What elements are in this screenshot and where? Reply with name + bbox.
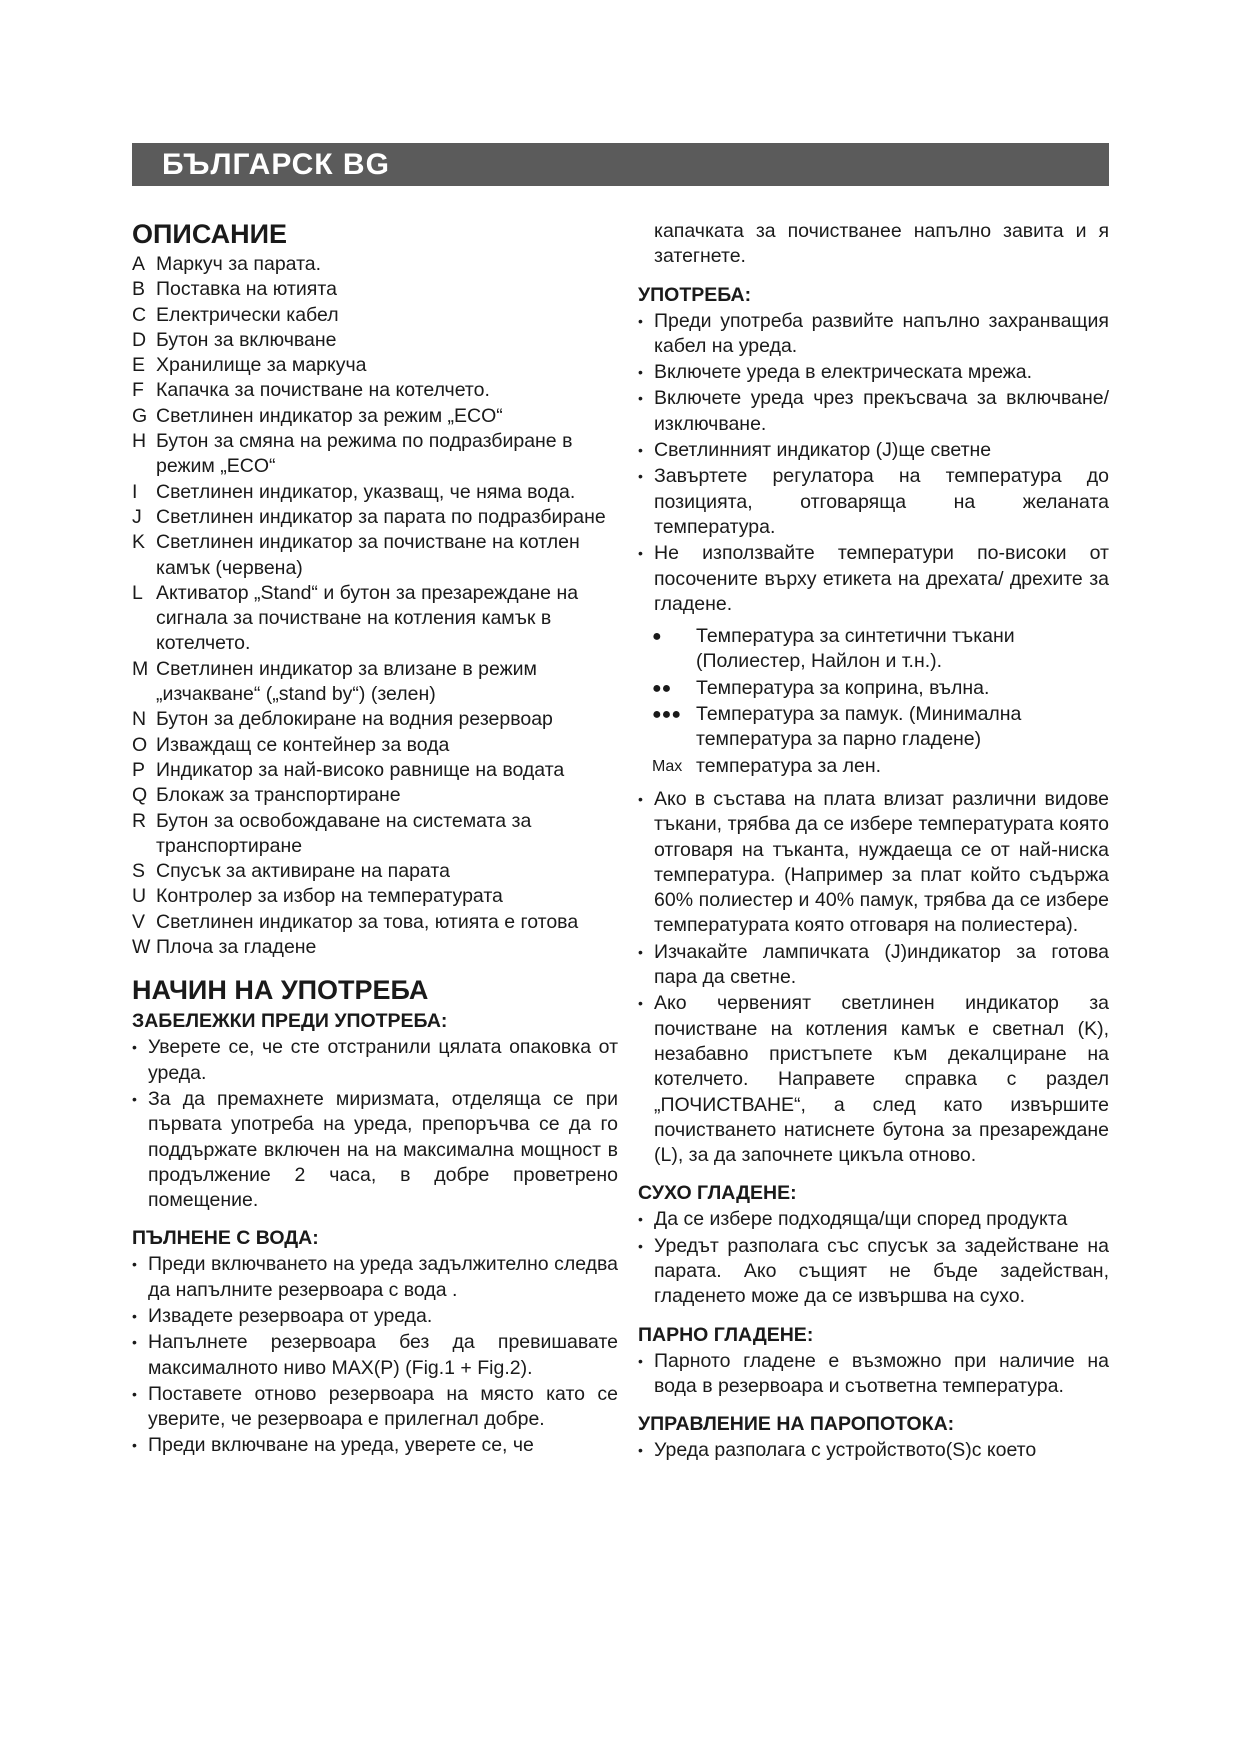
- item-letter: I: [132, 480, 138, 503]
- item-text: Включете уреда в електрическата мрежа.: [654, 361, 1033, 384]
- item-letter: M: [132, 657, 149, 680]
- list-item: [132, 884, 618, 909]
- list-item: [638, 991, 1109, 1168]
- temperature-row: [638, 624, 1109, 675]
- bullet-icon: •: [132, 1039, 137, 1056]
- bullet-icon: •: [638, 1442, 643, 1459]
- item-letter: G: [132, 404, 148, 427]
- item-letter: P: [132, 758, 146, 781]
- list-item: [638, 1207, 1109, 1232]
- item-text: Светлинен индикатор за парата по подразбиране: [156, 505, 606, 528]
- item-text: Изчакайте лампичката (J)индикатор за готова пара да светне.: [654, 940, 1109, 989]
- item-text: Поставка на ютията: [156, 278, 337, 301]
- flow-list: [638, 1438, 1109, 1463]
- item-text: Да се избере подходяща/щи според продукта: [654, 1208, 1068, 1231]
- list-item: [132, 707, 618, 732]
- item-text: Светлинен индикатор, указващ, че няма вода.: [156, 480, 576, 503]
- item-text: Блокаж за транспортиране: [156, 784, 401, 807]
- item-text: Уверете се, че сте отстранили цялата опаковка от уреда.: [148, 1036, 618, 1084]
- item-letter: A: [132, 253, 146, 275]
- filling-heading: ПЪЛНЕНЕ С ВОДА:: [132, 1227, 319, 1250]
- notes-list: [132, 1035, 618, 1213]
- list-item: [638, 1234, 1109, 1310]
- temperature-dot-icon: ●●●: [652, 706, 681, 724]
- list-item: [132, 429, 618, 480]
- list-item: [132, 758, 618, 783]
- item-text: Плоча за гладене: [156, 936, 317, 959]
- item-text: Уреда разполага с устройството(S)с което: [654, 1439, 1037, 1462]
- bullet-icon: •: [638, 312, 643, 329]
- list-item: [132, 1035, 618, 1086]
- use-list-continued: [638, 787, 1109, 1168]
- bullet-icon: •: [132, 1385, 137, 1402]
- bullet-icon: •: [638, 943, 643, 960]
- description-heading: ОПИСАНИЕ: [132, 219, 288, 249]
- item-text: Не използвайте температури по-високи от посочените върху етикета на дрехата/ дрехите за гладене.: [654, 542, 1109, 615]
- usage-heading: НАЧИН НА УПОТРЕБА: [132, 975, 429, 1006]
- item-text: Ако червеният светлинен индикатор за почистване на котления камък е светнал (K), незабавно пристъпете към декалциране на котелчето. Направете справка с раздел „ПОЧИСТВАНЕ“, а след като извършите почистването натиснете бутона за презареждане (L), за да започнете цикъла отново.: [654, 992, 1109, 1167]
- bullet-icon: •: [638, 545, 643, 562]
- temperature-text: Температура за коприна, вълна.: [696, 676, 990, 699]
- bullet-icon: •: [638, 364, 643, 381]
- list-item: [132, 859, 618, 884]
- item-letter: J: [132, 505, 142, 528]
- item-text: Бутон за деблокиране на водния резервоар: [156, 708, 553, 731]
- list-item: [132, 1433, 618, 1458]
- bullet-icon: •: [132, 1256, 137, 1273]
- list-item: [132, 581, 618, 657]
- list-item: [638, 464, 1109, 540]
- item-letter: O: [132, 733, 148, 756]
- dry-heading: СУХО ГЛАДЕНЕ:: [638, 1182, 797, 1205]
- item-letter: W: [132, 936, 151, 959]
- use-heading: УПОТРЕБА:: [638, 283, 752, 306]
- item-text: Изваждащ се контейнер за вода: [156, 733, 450, 756]
- bullet-icon: •: [132, 1437, 137, 1454]
- item-text: Спусък за активиране на парата: [156, 860, 450, 883]
- bullet-icon: •: [638, 790, 643, 807]
- list-item: [132, 505, 618, 530]
- item-text: Хранилище за маркуча: [156, 354, 367, 377]
- item-letter: H: [132, 430, 147, 453]
- item-text: Бутон за включване: [156, 328, 337, 351]
- bullet-icon: •: [132, 1090, 137, 1107]
- item-letter: F: [132, 379, 144, 402]
- bullet-icon: •: [638, 1211, 643, 1228]
- item-letter: S: [132, 860, 146, 883]
- list-item: [132, 733, 618, 758]
- temperature-text: Температура за синтетични тъкани (Полиестер, Найлон и т.н.).: [696, 625, 1015, 673]
- item-text: Светлинен индикатор за това, ютията е готова: [156, 910, 579, 933]
- list-item: [132, 1252, 618, 1303]
- item-text: капачката за почистванее напълно завита и я затегнете.: [654, 220, 1109, 268]
- list-item: [132, 1304, 618, 1329]
- list-item: [132, 783, 618, 808]
- bullet-icon: •: [132, 1334, 137, 1351]
- item-text: Преди включването на уреда задължително следва да напълните резервоара с вода .: [148, 1253, 618, 1301]
- item-text: Активатор „Stand“ и бутон за презареждане на сигнала за почистване на котления камък в котелчето.: [156, 581, 579, 655]
- bullet-icon: •: [638, 442, 643, 459]
- bullet-icon: •: [638, 468, 643, 485]
- item-text: Индикатор за най-високо равнище на водата: [156, 758, 565, 781]
- item-letter: L: [132, 581, 143, 604]
- item-text: Бутон за смяна на режима по подразбиране в режим „ECO“: [156, 430, 573, 478]
- list-item: [132, 530, 618, 581]
- item-letter: Q: [132, 784, 148, 807]
- item-letter: C: [132, 303, 147, 326]
- item-text: Уредът разполага със спусък за задействане на парата. Ако същият не бъде задействан, гладенето може да се извършва на сухо.: [654, 1234, 1109, 1308]
- item-text: Парното гладене е възможно при наличие на вода в резервоара и съответна температура.: [654, 1349, 1109, 1397]
- temperature-row: [638, 702, 1109, 753]
- temperature-text: температура за лен.: [696, 754, 882, 777]
- filling-list: [132, 1252, 618, 1458]
- list-item: [638, 787, 1109, 939]
- item-text: Капачка за почистване на котелчето.: [156, 379, 490, 402]
- item-text: Завъртете регулатора на температура до позицията, отговаряща на желаната температура.: [654, 465, 1109, 538]
- language-header: БЪЛГАРСК BG: [132, 143, 1109, 186]
- list-item: [132, 935, 618, 960]
- item-text: Маркуч за парата.: [156, 253, 322, 275]
- item-letter: U: [132, 885, 147, 908]
- item-text: Електрически кабел: [156, 303, 339, 326]
- temperature-text: Температура за памук. (Минимална температура за парно гладене): [696, 703, 1022, 751]
- item-letter: E: [132, 354, 146, 377]
- item-letter: R: [132, 809, 147, 832]
- list-item: [132, 328, 618, 353]
- notes-heading: ЗАБЕЛЕЖКИ ПРЕДИ УПОТРЕБА:: [132, 1010, 448, 1033]
- bullet-icon: •: [638, 1237, 643, 1254]
- list-item: [638, 309, 1109, 360]
- list-item: [638, 1349, 1109, 1400]
- list-item: [132, 657, 618, 708]
- list-item: [638, 438, 1109, 463]
- item-text: Преди употреба развийте напълно захранващия кабел на уреда.: [654, 309, 1109, 357]
- item-text: Светлинният индикатор (J)ще светне: [654, 439, 992, 462]
- left-column: [132, 218, 618, 1460]
- list-item: [132, 277, 618, 302]
- continued-paragraph: [638, 219, 1109, 270]
- item-text: Светлинен индикатор за режим „ECO“: [156, 404, 503, 427]
- item-text: Извадете резервоара от уреда.: [148, 1304, 433, 1327]
- list-item: [132, 252, 618, 277]
- item-letter: K: [132, 531, 146, 554]
- item-text: Включете уреда чрез прекъсвача за включване/изключване.: [654, 387, 1109, 435]
- use-list: [638, 309, 1109, 618]
- item-letter: D: [132, 328, 147, 351]
- item-text: Светлинен индикатор за почистване на котлен камък (червена): [156, 531, 580, 579]
- list-item: [638, 940, 1109, 991]
- item-text: Ако в състава на плата влизат различни видове тъкани, трябва да се избере температурата която отговаря на тъканта, нуждаеща се от най-ниска температура. (Например за плат който съдържа 60% полиестер и 40% памук, трябва да се избере температурата която отговаря на полиестера).: [654, 787, 1109, 937]
- temperature-row: [638, 676, 1109, 701]
- item-text: Преди включване на уреда, уверете се, че: [148, 1434, 534, 1457]
- list-item: [132, 1382, 618, 1433]
- bullet-icon: •: [638, 390, 643, 407]
- item-text: Поставете отново резервоара на място като се уверите, че резервоара е прилегнал добре.: [148, 1382, 618, 1431]
- item-letter: V: [132, 910, 146, 933]
- list-item: [132, 404, 618, 429]
- bullet-icon: •: [132, 1307, 137, 1324]
- item-text: Контролер за избор на температурата: [156, 885, 503, 908]
- temperature-dot-icon: ●●: [652, 679, 672, 697]
- item-text: Светлинен индикатор за влизане в режим „изчакване“ („stand by“) (зелен): [156, 657, 537, 706]
- list-item: [638, 1438, 1109, 1463]
- item-text: Бутон за освобождаване на системата за транспортиране: [156, 809, 532, 857]
- temperature-max-label: Max: [652, 757, 683, 775]
- list-item: [132, 480, 618, 505]
- list-item: [638, 541, 1109, 617]
- list-item: [132, 303, 618, 328]
- item-letter: N: [132, 708, 147, 731]
- list-item: [132, 809, 618, 860]
- temperature-table: [638, 624, 1109, 779]
- temperature-row: [638, 754, 1109, 779]
- flow-heading: УПРАВЛЕНИЕ НА ПАРОПОТОКА:: [638, 1413, 955, 1436]
- bullet-icon: •: [638, 1352, 643, 1369]
- item-text: Напълнете резервоара без да превишавате максималното ниво MAX(P) (Fig.1 + Fig.2).: [148, 1331, 618, 1379]
- steam-list: [638, 1349, 1109, 1400]
- list-item: [132, 378, 618, 403]
- list-item: [638, 360, 1109, 385]
- list-item: [132, 1330, 618, 1381]
- temperature-dot-icon: ●: [652, 628, 662, 646]
- item-text: За да премахнете миризмата, отделяща се при първата употреба на уреда, препоръчва се да го поддържате включен на на максимална мощност в продължение 2 часа, в добре проветрено помещение.: [148, 1087, 618, 1212]
- list-item: [132, 910, 618, 935]
- list-item: [132, 1087, 618, 1213]
- steam-heading: ПАРНО ГЛАДЕНЕ:: [638, 1323, 814, 1346]
- dry-list: [638, 1207, 1109, 1309]
- bullet-icon: •: [638, 995, 643, 1012]
- item-letter: B: [132, 278, 146, 301]
- list-item: [638, 386, 1109, 437]
- right-column: [638, 218, 1109, 1464]
- list-item: [132, 353, 618, 378]
- description-list: [132, 252, 618, 960]
